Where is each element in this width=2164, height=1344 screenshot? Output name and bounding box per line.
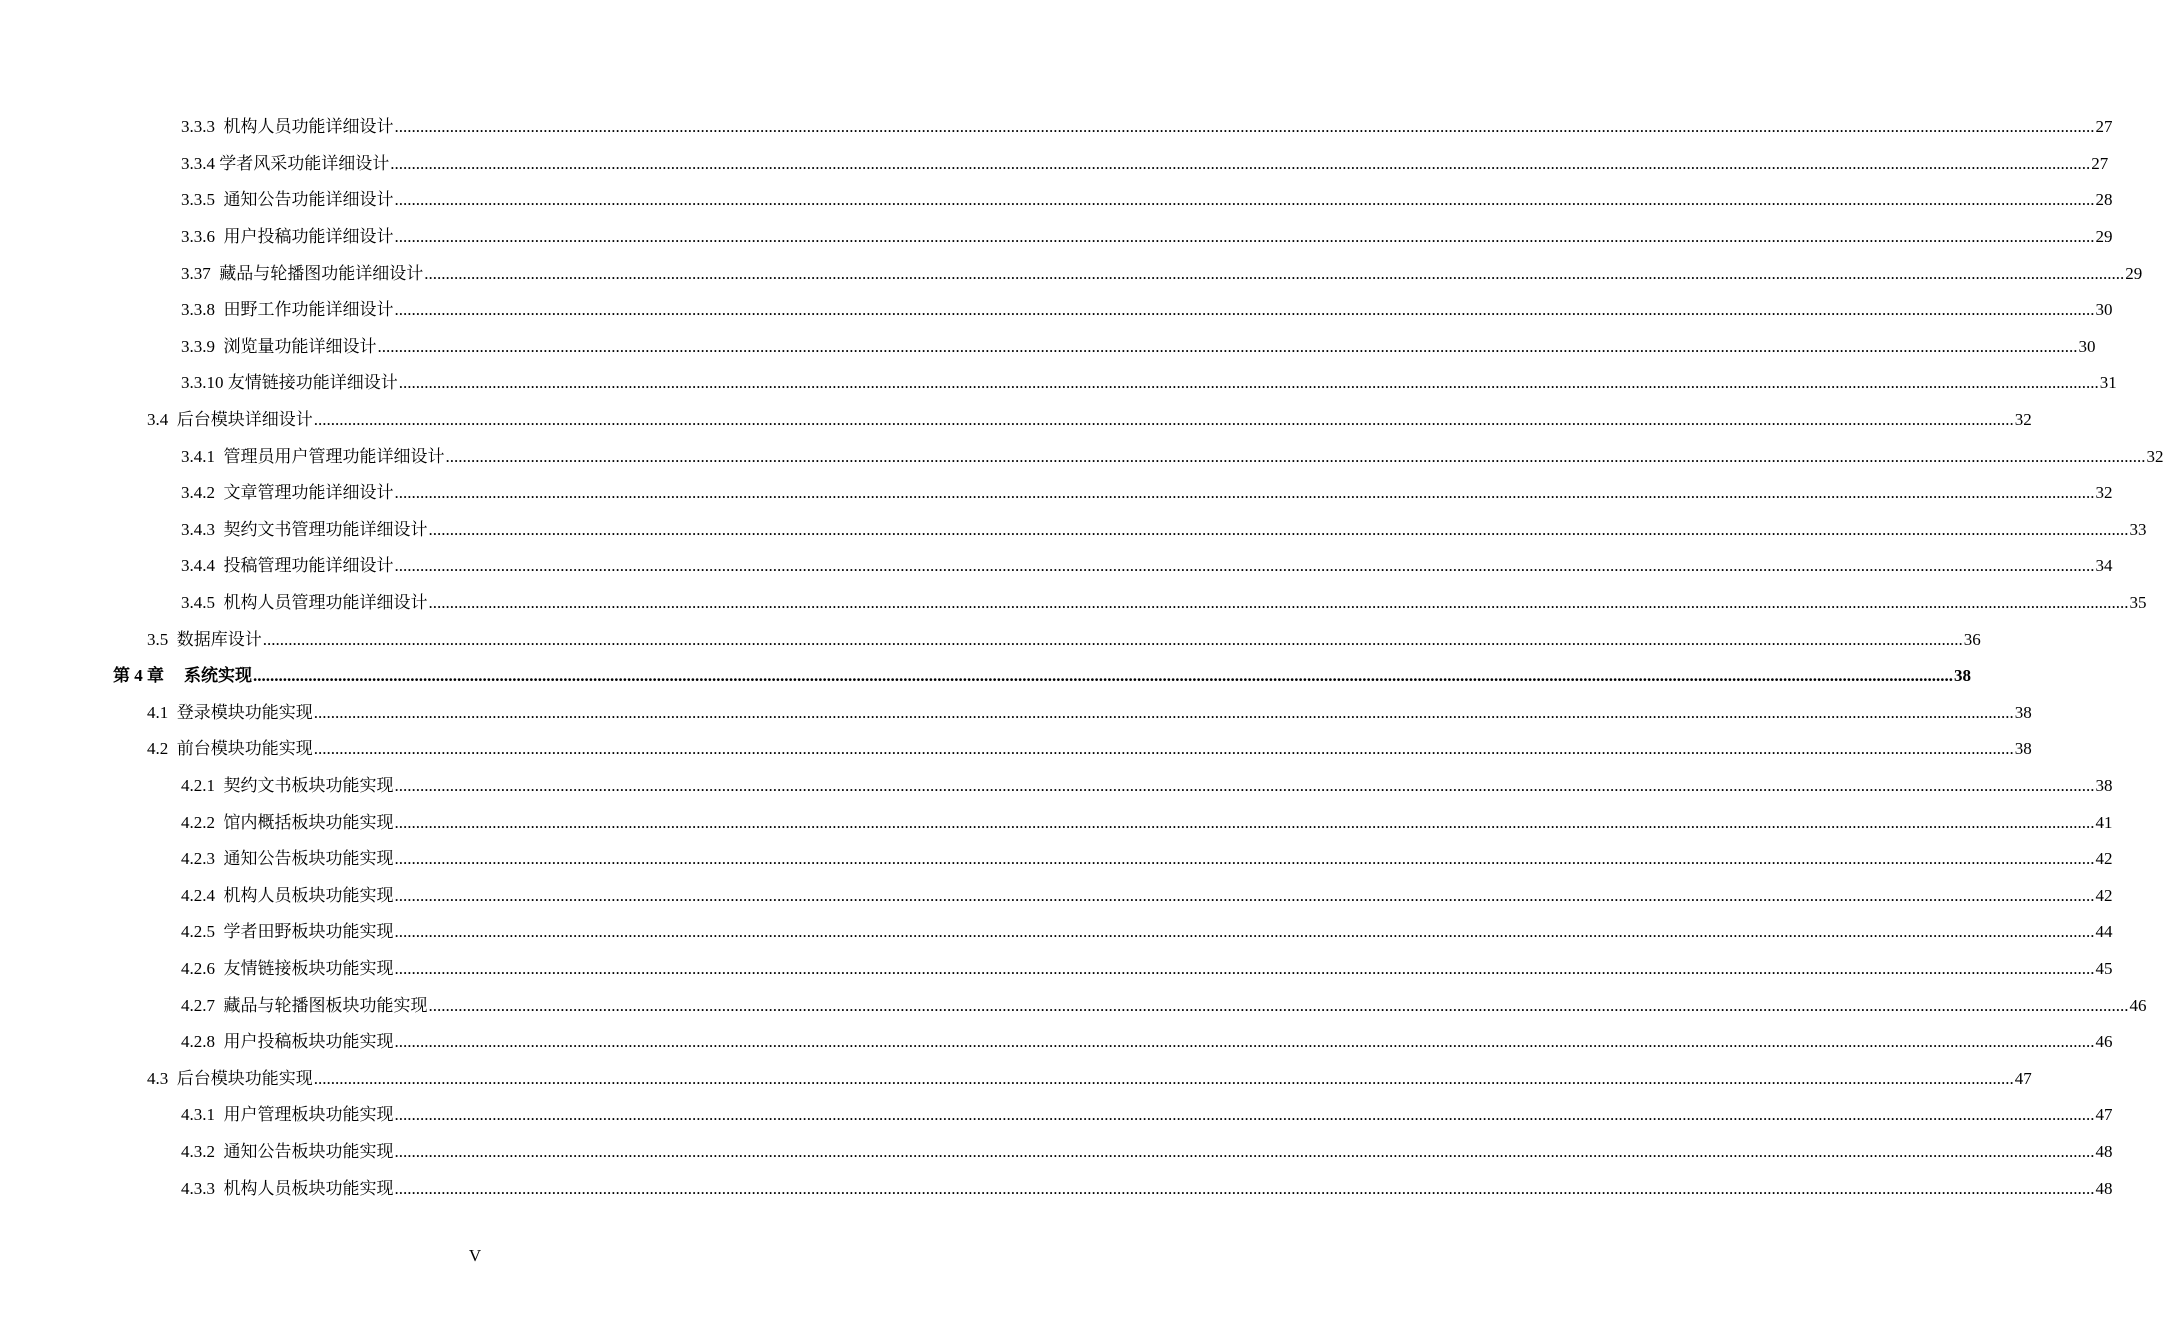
toc-entry[interactable] xyxy=(0,914,2113,951)
toc-dot-leader: ................................................................................................................................................................................................................................................................................................................................................................................................................ xyxy=(394,227,2095,247)
toc-entry-page: 32 xyxy=(2146,446,2164,466)
toc-entry-number: 第 4 章 xyxy=(113,666,164,686)
toc-dot-leader: ................................................................................................................................................................................................................................................................................................................................................................................................................ xyxy=(262,629,1963,649)
toc-dot-leader: ................................................................................................................................................................................................................................................................................................................................................................................................................ xyxy=(394,775,2095,795)
toc-entry-title: 田野工作功能详细设计 xyxy=(223,300,394,320)
toc-entry-separator xyxy=(215,1032,224,1052)
toc-entry-page: 34 xyxy=(2095,556,2113,576)
toc-dot-leader: ................................................................................................................................................................................................................................................................................................................................................................................................................ xyxy=(394,1178,2095,1198)
toc-entry-title: 契约文书板块功能实现 xyxy=(223,775,394,795)
toc-entry-separator xyxy=(215,886,224,906)
toc-entry-page: 44 xyxy=(2095,922,2113,942)
toc-entry[interactable] xyxy=(0,1060,2032,1097)
toc-entry[interactable] xyxy=(0,1097,2113,1134)
toc-entry-title: 学者风采功能详细设计 xyxy=(219,153,390,173)
toc-entry-separator xyxy=(168,703,177,723)
toc-dot-leader: ................................................................................................................................................................................................................................................................................................................................................................................................................ xyxy=(394,483,2095,503)
toc-entry-number: 4.2.8 xyxy=(181,1032,215,1052)
toc-dot-leader: ................................................................................................................................................................................................................................................................................................................................................................................................................ xyxy=(394,1032,2095,1052)
toc-entry[interactable] xyxy=(0,731,2032,768)
toc-entry[interactable] xyxy=(0,841,2113,878)
toc-entry-number: 4.2.2 xyxy=(181,812,215,832)
toc-entry-separator xyxy=(215,959,224,979)
toc-entry-number: 4.2.4 xyxy=(181,885,215,905)
toc-entry-page: 47 xyxy=(2014,1068,2032,1088)
toc-entry-number: 4.1 xyxy=(147,702,169,722)
toc-entry[interactable] xyxy=(0,292,2113,329)
toc-entry-number: 3.3.5 xyxy=(181,190,215,210)
toc-entry-separator xyxy=(215,337,224,357)
toc-entry-page: 42 xyxy=(2095,885,2113,905)
toc-entry[interactable] xyxy=(0,109,2113,146)
toc-dot-leader: ................................................................................................................................................................................................................................................................................................................................................................................................................ xyxy=(428,519,2129,539)
toc-entry-title: 登录模块功能实现 xyxy=(176,702,313,722)
toc-entry-number: 3.4 xyxy=(147,410,169,430)
toc-dot-leader: ................................................................................................................................................................................................................................................................................................................................................................................................................ xyxy=(445,446,2146,466)
toc-entry[interactable] xyxy=(0,877,2113,914)
toc-entry-separator xyxy=(215,1179,224,1199)
toc-entry-title: 前台模块功能实现 xyxy=(176,739,313,759)
toc-entry-title: 浏览量功能详细设计 xyxy=(223,336,377,356)
toc-dot-leader: ................................................................................................................................................................................................................................................................................................................................................................................................................ xyxy=(394,556,2095,576)
toc-entry[interactable] xyxy=(0,475,2113,512)
toc-entry[interactable] xyxy=(0,1134,2113,1171)
toc-entry-page: 30 xyxy=(2095,300,2113,320)
toc-entry-title: 通知公告板块功能实现 xyxy=(223,1141,394,1161)
toc-entry-number: 3.4.2 xyxy=(181,483,215,503)
toc-entry[interactable] xyxy=(0,768,2113,805)
toc-entry-separator xyxy=(215,300,224,320)
toc-entry[interactable] xyxy=(0,621,1981,658)
toc-entry[interactable] xyxy=(0,146,2109,183)
toc-entry-separator xyxy=(215,190,224,210)
toc-entry-number: 4.3 xyxy=(147,1068,169,1088)
toc-entry[interactable] xyxy=(0,658,1971,695)
toc-entry-title: 馆内概括板块功能实现 xyxy=(223,812,394,832)
toc-entry-separator xyxy=(215,996,224,1016)
toc-entry[interactable] xyxy=(0,329,2096,366)
toc-dot-leader: ................................................................................................................................................................................................................................................................................................................................................................................................................ xyxy=(428,995,2129,1015)
toc-entry[interactable] xyxy=(0,695,2032,732)
toc-entry-number: 3.4.4 xyxy=(181,556,215,576)
toc-dot-leader: ................................................................................................................................................................................................................................................................................................................................................................................................................ xyxy=(394,1141,2095,1161)
toc-entry[interactable] xyxy=(0,951,2113,988)
toc-entry-number: 4.2.3 xyxy=(181,849,215,869)
toc-entry-number: 3.4.1 xyxy=(181,446,215,466)
toc-entry-title: 机构人员管理功能详细设计 xyxy=(223,593,428,613)
toc-entry-separator xyxy=(215,593,224,613)
toc-entry[interactable] xyxy=(0,1170,2113,1207)
toc-entry-title: 契约文书管理功能详细设计 xyxy=(223,519,428,539)
toc-entry-title: 藏品与轮播图功能详细设计 xyxy=(219,263,424,283)
toc-dot-leader: ................................................................................................................................................................................................................................................................................................................................................................................................................ xyxy=(313,410,2014,430)
toc-dot-leader: ................................................................................................................................................................................................................................................................................................................................................................................................................ xyxy=(394,958,2095,978)
toc-dot-leader: ................................................................................................................................................................................................................................................................................................................................................................................................................ xyxy=(377,336,2078,356)
toc-entry[interactable] xyxy=(0,438,2164,475)
toc-entry-page: 27 xyxy=(2091,153,2109,173)
toc-entry-title: 投稿管理功能详细设计 xyxy=(223,556,394,576)
toc-dot-leader: ................................................................................................................................................................................................................................................................................................................................................................................................................ xyxy=(253,666,1953,686)
toc-entry-page: 46 xyxy=(2129,995,2147,1015)
toc-entry-number: 3.3.10 xyxy=(181,373,224,393)
toc-entry-separator xyxy=(215,1105,224,1125)
toc-entry[interactable] xyxy=(0,585,2147,622)
toc-entry[interactable] xyxy=(0,512,2147,549)
toc-entry-title: 机构人员板块功能实现 xyxy=(223,885,394,905)
toc-entry-page: 38 xyxy=(2014,702,2032,722)
toc-dot-leader: ................................................................................................................................................................................................................................................................................................................................................................................................................ xyxy=(394,190,2095,210)
toc-entry-separator xyxy=(215,447,224,467)
toc-dot-leader: ................................................................................................................................................................................................................................................................................................................................................................................................................ xyxy=(394,849,2095,869)
toc-entry-page: 30 xyxy=(2078,336,2096,356)
toc-entry-title: 管理员用户管理功能详细设计 xyxy=(223,446,445,466)
toc-entry-number: 4.3.3 xyxy=(181,1178,215,1198)
toc-entry-page: 47 xyxy=(2095,1105,2113,1125)
toc-dot-leader: ................................................................................................................................................................................................................................................................................................................................................................................................................ xyxy=(394,300,2095,320)
toc-entry-page: 45 xyxy=(2095,958,2113,978)
toc-entry-number: 3.3.6 xyxy=(181,227,215,247)
toc-dot-leader: ................................................................................................................................................................................................................................................................................................................................................................................................................ xyxy=(394,117,2095,137)
toc-entry[interactable] xyxy=(0,402,2032,439)
toc-entry-page: 42 xyxy=(2095,849,2113,869)
toc-entry-page: 48 xyxy=(2095,1178,2113,1198)
toc-entry-title: 用户管理板块功能实现 xyxy=(223,1105,394,1125)
toc-entry-separator xyxy=(215,117,224,137)
toc-entry-page: 33 xyxy=(2129,519,2147,539)
toc-entry[interactable] xyxy=(0,219,2113,256)
toc-entry-number: 3.3.8 xyxy=(181,300,215,320)
toc-entry-title: 藏品与轮播图板块功能实现 xyxy=(223,995,428,1015)
toc-entry-separator xyxy=(215,520,224,540)
toc-entry[interactable] xyxy=(0,182,2113,219)
toc-entry-number: 4.3.1 xyxy=(181,1105,215,1125)
toc-entry[interactable] xyxy=(0,804,2113,841)
toc-entry-page: 48 xyxy=(2095,1141,2113,1161)
toc-entry-number: 3.4.3 xyxy=(181,519,215,539)
toc-entry-page: 46 xyxy=(2095,1032,2113,1052)
toc-entry-page: 41 xyxy=(2095,812,2113,832)
toc-entry-separator xyxy=(215,776,224,796)
toc-entry-page: 32 xyxy=(2095,483,2113,503)
toc-entry-title: 友情链接功能详细设计 xyxy=(227,373,398,393)
toc-entry-separator xyxy=(215,813,224,833)
toc-entry-title: 系统实现 xyxy=(184,666,252,686)
toc-entry-title: 后台模块详细设计 xyxy=(176,410,313,430)
toc-entry-separator xyxy=(215,849,224,869)
table-of-contents xyxy=(0,109,2164,1207)
toc-entry-page: 29 xyxy=(2125,263,2143,283)
toc-entry-number: 4.2.1 xyxy=(181,775,215,795)
toc-entry-page: 35 xyxy=(2129,593,2147,613)
toc-entry-separator xyxy=(168,1069,177,1089)
toc-entry-number: 4.2.7 xyxy=(181,995,215,1015)
toc-dot-leader: ................................................................................................................................................................................................................................................................................................................................................................................................................ xyxy=(424,263,2125,283)
toc-dot-leader: ................................................................................................................................................................................................................................................................................................................................................................................................................ xyxy=(394,885,2095,905)
toc-entry-page: 28 xyxy=(2095,190,2113,210)
toc-entry-number: 4.2.6 xyxy=(181,958,215,978)
toc-entry-number: 3.37 xyxy=(181,263,211,283)
toc-entry-separator xyxy=(215,227,224,247)
toc-entry-separator xyxy=(211,264,220,284)
toc-entry-title: 机构人员板块功能实现 xyxy=(223,1178,394,1198)
toc-entry-number: 3.3.4 xyxy=(181,153,215,173)
toc-entry-number: 3.3.9 xyxy=(181,336,215,356)
toc-entry-page: 27 xyxy=(2095,117,2113,137)
toc-entry-title: 后台模块功能实现 xyxy=(176,1068,313,1088)
toc-entry-title: 通知公告功能详细设计 xyxy=(223,190,394,210)
toc-dot-leader: ................................................................................................................................................................................................................................................................................................................................................................................................................ xyxy=(390,153,2091,173)
toc-dot-leader: ................................................................................................................................................................................................................................................................................................................................................................................................................ xyxy=(428,593,2129,613)
page-number: V xyxy=(468,1246,482,1265)
toc-entry-number: 3.4.5 xyxy=(181,593,215,613)
toc-entry-number: 3.3.3 xyxy=(181,117,215,137)
toc-entry-separator xyxy=(215,556,224,576)
toc-dot-leader: ................................................................................................................................................................................................................................................................................................................................................................................................................ xyxy=(313,739,2014,759)
toc-entry-title: 友情链接板块功能实现 xyxy=(223,958,394,978)
toc-entry-separator xyxy=(215,1142,224,1162)
toc-entry-separator xyxy=(168,739,177,759)
toc-entry[interactable] xyxy=(0,548,2113,585)
toc-entry-separator xyxy=(215,922,224,942)
toc-entry-page: 38 xyxy=(1954,666,1971,686)
toc-entry-title: 用户投稿功能详细设计 xyxy=(223,227,394,247)
toc-entry-number: 4.2.5 xyxy=(181,922,215,942)
toc-dot-leader: ................................................................................................................................................................................................................................................................................................................................................................................................................ xyxy=(394,922,2095,942)
toc-entry-page: 32 xyxy=(2014,410,2032,430)
toc-entry-title: 文章管理功能详细设计 xyxy=(223,483,394,503)
toc-dot-leader: ................................................................................................................................................................................................................................................................................................................................................................................................................ xyxy=(313,1068,2014,1088)
toc-entry[interactable] xyxy=(0,1024,2113,1061)
toc-entry-number: 4.2 xyxy=(147,739,169,759)
toc-entry-page: 31 xyxy=(2099,373,2117,393)
toc-entry-title: 学者田野板块功能实现 xyxy=(223,922,394,942)
toc-dot-leader: ................................................................................................................................................................................................................................................................................................................................................................................................................ xyxy=(394,1105,2095,1125)
toc-entry-separator xyxy=(168,410,177,430)
toc-entry-number: 3.5 xyxy=(147,629,169,649)
toc-dot-leader: ................................................................................................................................................................................................................................................................................................................................................................................................................ xyxy=(398,373,2099,393)
toc-entry[interactable] xyxy=(0,987,2147,1024)
toc-entry-number: 4.3.2 xyxy=(181,1141,215,1161)
toc-entry-title: 用户投稿板块功能实现 xyxy=(223,1032,394,1052)
toc-entry-page: 36 xyxy=(1963,629,1981,649)
toc-entry-separator xyxy=(215,483,224,503)
toc-entry-title: 通知公告板块功能实现 xyxy=(223,849,394,869)
toc-dot-leader: ................................................................................................................................................................................................................................................................................................................................................................................................................ xyxy=(394,812,2095,832)
toc-entry[interactable] xyxy=(0,255,2143,292)
toc-entry-title: 机构人员功能详细设计 xyxy=(223,117,394,137)
toc-entry-page: 38 xyxy=(2095,775,2113,795)
toc-entry-separator xyxy=(168,630,177,650)
toc-entry[interactable] xyxy=(0,365,2117,402)
toc-entry-page: 29 xyxy=(2095,227,2113,247)
toc-dot-leader: ................................................................................................................................................................................................................................................................................................................................................................................................................ xyxy=(313,702,2014,722)
toc-entry-page: 38 xyxy=(2014,739,2032,759)
toc-entry-title: 数据库设计 xyxy=(176,629,262,649)
